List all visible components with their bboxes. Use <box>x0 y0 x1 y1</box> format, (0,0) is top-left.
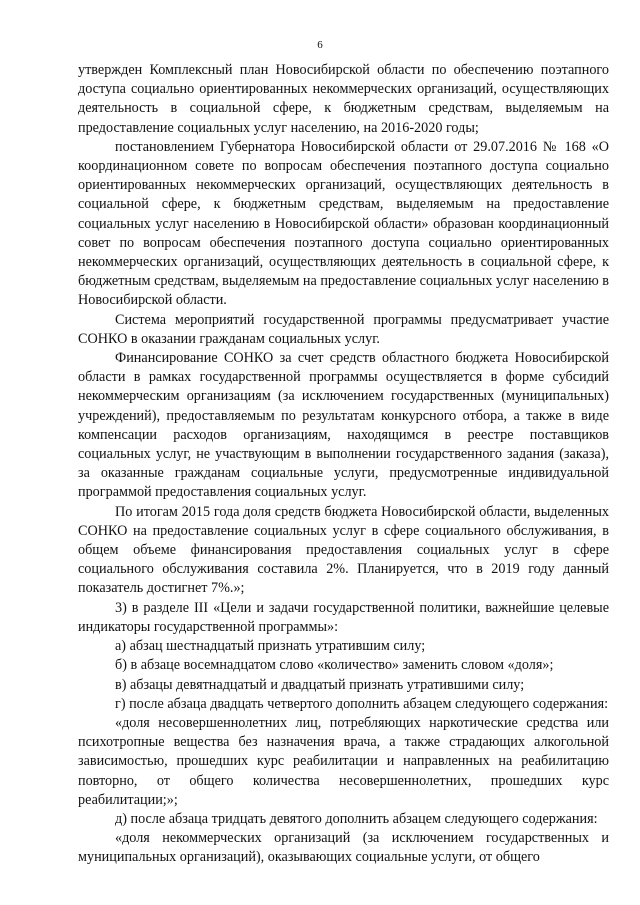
paragraph-item-v: в) абзацы девятнадцатый и двадцатый признать утратившими силу; <box>115 676 525 693</box>
paragraph-quote-nko-share: «доля некоммерческих организаций (за исключением государственных и муниципальных организаций), оказывающих социальные услуги, от общего <box>78 830 609 866</box>
paragraph-quote-minors: «доля несовершеннолетних лиц, потребляющих наркотические средства или психотропные вещества без назначения врача, а также страдающих алкогольной зависимостью, прошедших курс реабилитации и направленных на реабилитацию повторно, от общего количества несовершеннолетних, прошедших курс реабилитации;»; <box>78 714 609 808</box>
paragraph-program-measures: Система мероприятий государственной программы предусматривает участие СОНКО в оказании гражданам социальных услуг. <box>78 311 609 347</box>
paragraph-2015-results: По итогам 2015 года доля средств бюджета Новосибирской области, выделенных СОНКО на предоставление социальных услуг в сфере социального обслуживания, в общем объеме финансирования предоставления социальных услуг в сфере социального обслуживания составила 2%. Планируется, что в 2019 году данный показатель достигнет 7%.»; <box>78 503 609 597</box>
paragraph-financing: Финансирование СОНКО за счет средств областного бюджета Новосибирской области в рамках государственной программы осуществляется в форме субсидий некоммерческим организациям (за исключением государственных (муниципальных) учреждений), предоставляемым по результатам конкурсного отбора, а также в виде компенсации расходов организациям, находящимся в реестре поставщиков социальных услуг, не участвующим в выполнении государственного задания (заказа), за оказанные гражданам социальные услуги, предусмотренные индивидуальной программой предоставления социальных услуг. <box>78 350 609 501</box>
paragraph-item-a: а) абзац шестнадцатый признать утратившим силу; <box>115 638 426 655</box>
page-number: 6 <box>317 39 323 51</box>
paragraph-complex-plan: утвержден Комплексный план Новосибирской области по обеспечению поэтапного доступа социально ориентированных некоммерческих организаций, осуществляющих деятельность в социальной сфере, к бюджетным средствам, выделяемым на предоставление социальных услуг населению, на 2016-2020 годы; <box>78 62 609 136</box>
paragraph-governor-resolution: постановлением Губернатора Новосибирской области от 29.07.2016 № 168 «О координационном совете по вопросам обеспечения поэтапного доступа социально ориентированных некоммерческих организаций, осуществляющих деятельность в социальной сфере, к бюджетным средствам, выделяемым на предоставление социальных услуг населению в Новосибирской области» образован координационный совет по вопросам обеспечения поэтапного доступа социально ориентированных некоммерческих организаций, осуществляющих деятельность в социальной сфере, к бюджетным средствам, выделяемым на предоставление социальных услуг населению в Новосибирской области. <box>78 138 609 309</box>
paragraph-item-3: 3) в разделе III «Цели и задачи государственной политики, важнейшие целевые индикаторы государственной программы»: <box>78 599 609 635</box>
paragraph-item-d: д) после абзаца тридцать девятого дополнить абзацем следующего содержания: <box>115 810 598 827</box>
paragraph-item-g: г) после абзаца двадцать четвертого дополнить абзацем следующего содержания: <box>115 695 609 712</box>
paragraph-item-b: б) в абзаце восемнадцатом слово «количество» заменить словом «доля»; <box>115 657 554 674</box>
document-body <box>78 61 609 868</box>
